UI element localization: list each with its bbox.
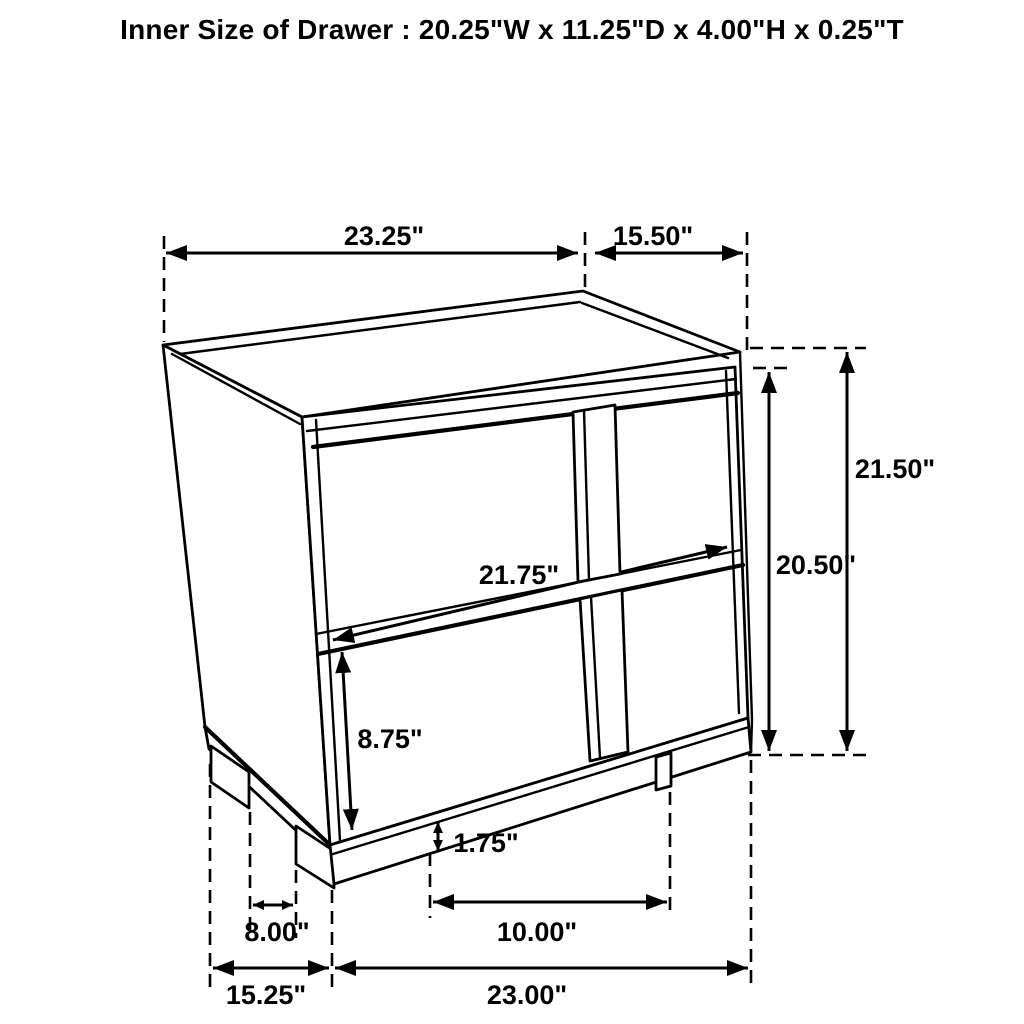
dim-top-width-label: 23.25": [343, 221, 425, 251]
nightstand-drawing: [163, 291, 752, 888]
dim-overall-height-label: 21.50": [854, 454, 936, 484]
dim-drawer-face-height-label: 8.75": [357, 724, 423, 754]
dim-case-height-label: 20.50": [775, 550, 857, 580]
dim-foot-span-label: 10.00": [496, 917, 578, 947]
handle-strip-lower: [580, 590, 628, 761]
dim-top-depth-label: 15.50": [612, 221, 694, 251]
foot-front-right: [656, 753, 671, 790]
dim-base-width-label: 23.00": [486, 980, 568, 1010]
dim-foot-height-label: 1.75": [453, 828, 519, 858]
diagram-title: Inner Size of Drawer : 20.25"W x 11.25"D x 4.00"H x 0.25"T: [120, 14, 904, 45]
handle-strip-upper: [573, 405, 620, 582]
dim-foot-gap-label: 8.00": [244, 917, 310, 947]
dim-drawer-face-width-label: 21.75": [478, 560, 560, 590]
dim-base-depth-label: 15.25": [225, 980, 307, 1010]
